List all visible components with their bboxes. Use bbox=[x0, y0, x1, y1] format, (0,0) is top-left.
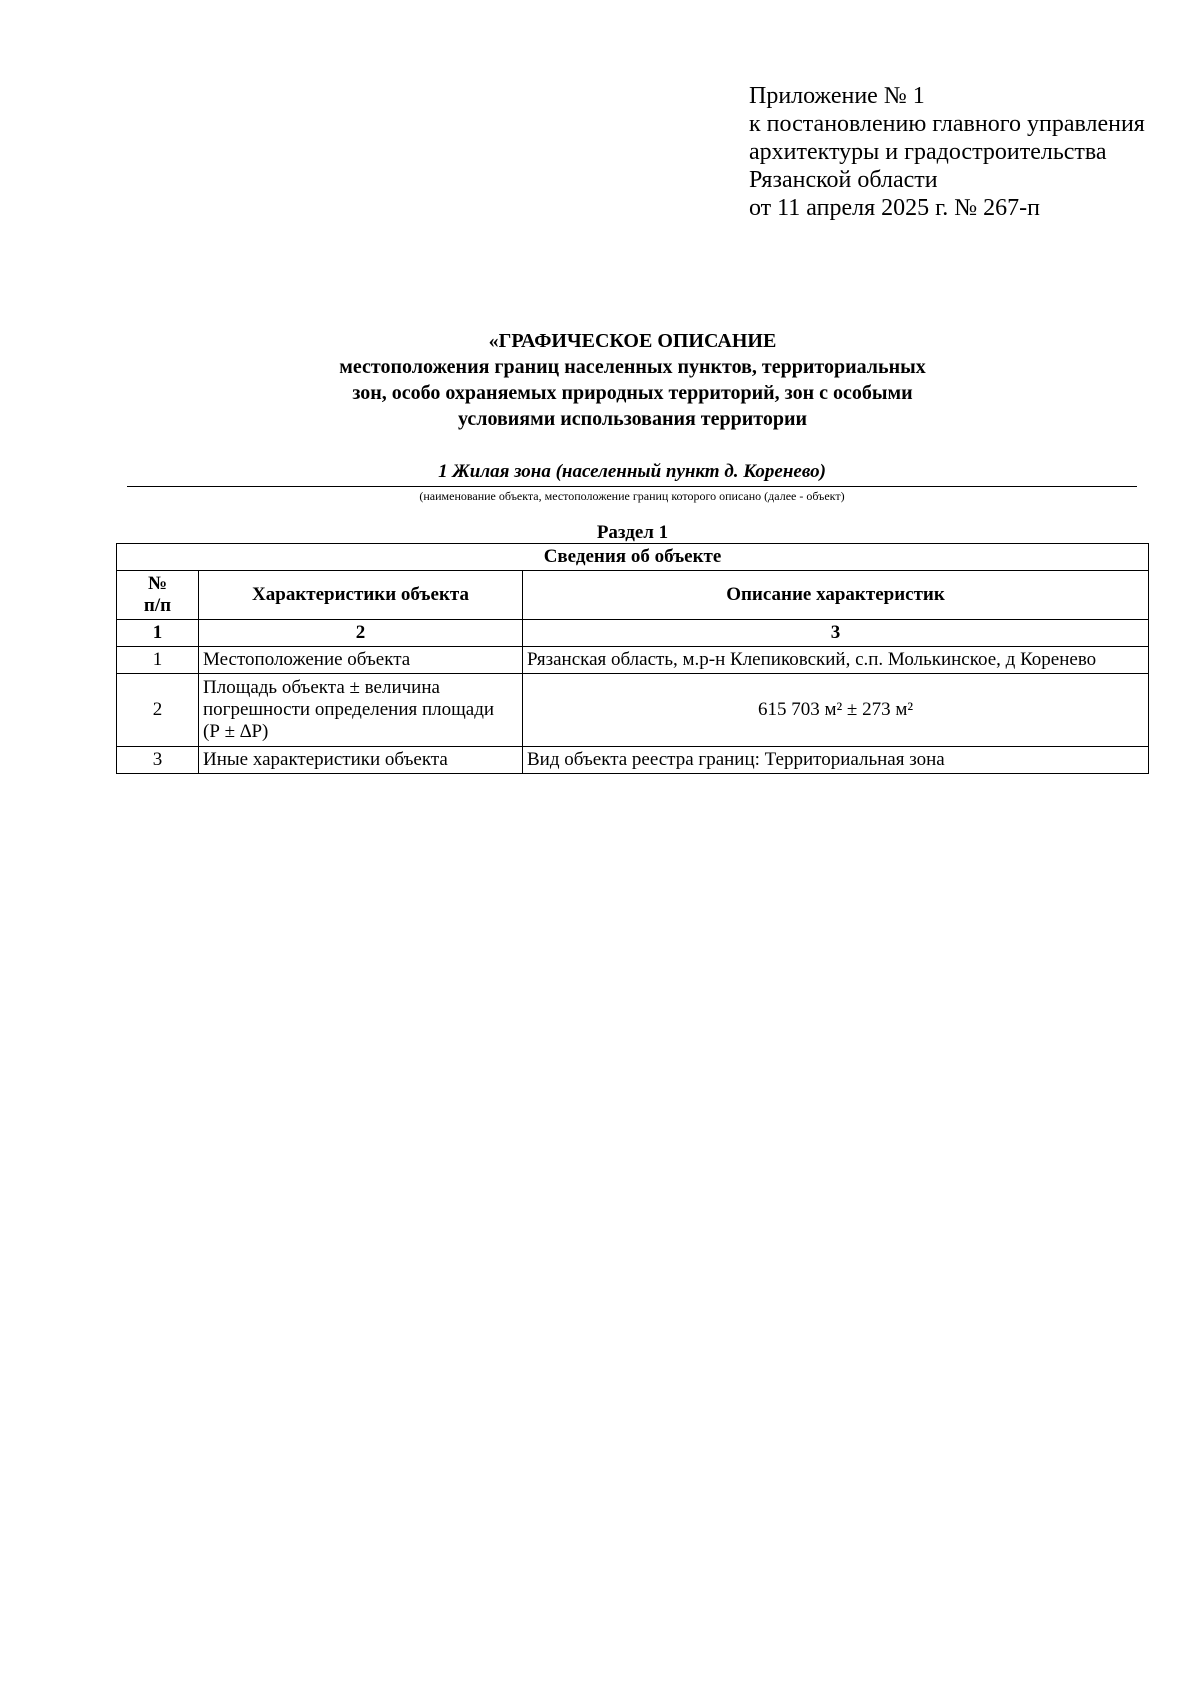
header-num-line1: № bbox=[147, 573, 168, 594]
appendix-line: архитектуры и градостроительства bbox=[749, 139, 1107, 165]
column-number-row bbox=[117, 620, 1149, 647]
row-description: 615 703 м² ± 273 м² bbox=[523, 674, 1149, 747]
characteristic-line: Иные характеристики объекта bbox=[203, 749, 448, 770]
appendix-line: Приложение № 1 bbox=[749, 83, 925, 109]
row-characteristic bbox=[199, 647, 523, 674]
characteristic-line: Площадь объекта ± величина bbox=[203, 677, 440, 698]
table-row bbox=[117, 747, 1149, 774]
row-description: Рязанская область, м.р-н Клепиковский, с.п. Молькинское, д Коренево bbox=[523, 647, 1149, 674]
object-name: 1 Жилая зона (населенный пункт д. Коренево) bbox=[438, 461, 826, 482]
title-line: условиями использования территории bbox=[457, 408, 808, 430]
characteristic-line: Местоположение объекта bbox=[203, 649, 411, 670]
table-caption: Сведения об объекте bbox=[117, 544, 1149, 571]
appendix-line: от 11 апреля 2025 г. № 267-п bbox=[749, 195, 1040, 221]
table-row bbox=[117, 674, 1149, 747]
header-characteristics: Характеристики объекта bbox=[199, 571, 523, 620]
object-underline bbox=[127, 486, 1137, 487]
section-title: Раздел 1 bbox=[596, 522, 669, 543]
row-characteristic bbox=[199, 674, 523, 747]
table-header-row bbox=[117, 571, 1149, 620]
object-info-table bbox=[116, 543, 1149, 774]
object-caption: (наименование объекта, местоположение границ которого описано (далее - объект) bbox=[419, 489, 845, 503]
appendix-line: к постановлению главного управления bbox=[749, 111, 1145, 137]
column-number: 3 bbox=[523, 620, 1149, 647]
characteristic-line: погрешности определения площади bbox=[203, 699, 495, 720]
header-description: Описание характеристик bbox=[523, 571, 1149, 620]
row-characteristic bbox=[199, 747, 523, 774]
title-line: «ГРАФИЧЕСКОЕ ОПИСАНИЕ bbox=[488, 330, 777, 352]
row-description: Вид объекта реестра границ: Территориальная зона bbox=[523, 747, 1149, 774]
column-number: 1 bbox=[117, 620, 199, 647]
title-line: зон, особо охраняемых природных территорий, зон с особыми bbox=[352, 382, 913, 404]
appendix-block bbox=[749, 82, 1145, 222]
row-number: 2 bbox=[117, 674, 199, 747]
row-number: 3 bbox=[117, 747, 199, 774]
document-title bbox=[0, 328, 1200, 432]
table-row bbox=[117, 647, 1149, 674]
header-num-line2: п/п bbox=[143, 595, 172, 616]
title-line: местоположения границ населенных пунктов, территориальных bbox=[339, 356, 926, 378]
characteristic-line: (Р ± ∆Р) bbox=[203, 721, 269, 742]
header-num bbox=[117, 571, 199, 620]
row-number: 1 bbox=[117, 647, 199, 674]
appendix-line: Рязанской области bbox=[749, 167, 938, 193]
table-caption-row bbox=[117, 544, 1149, 571]
column-number: 2 bbox=[199, 620, 523, 647]
